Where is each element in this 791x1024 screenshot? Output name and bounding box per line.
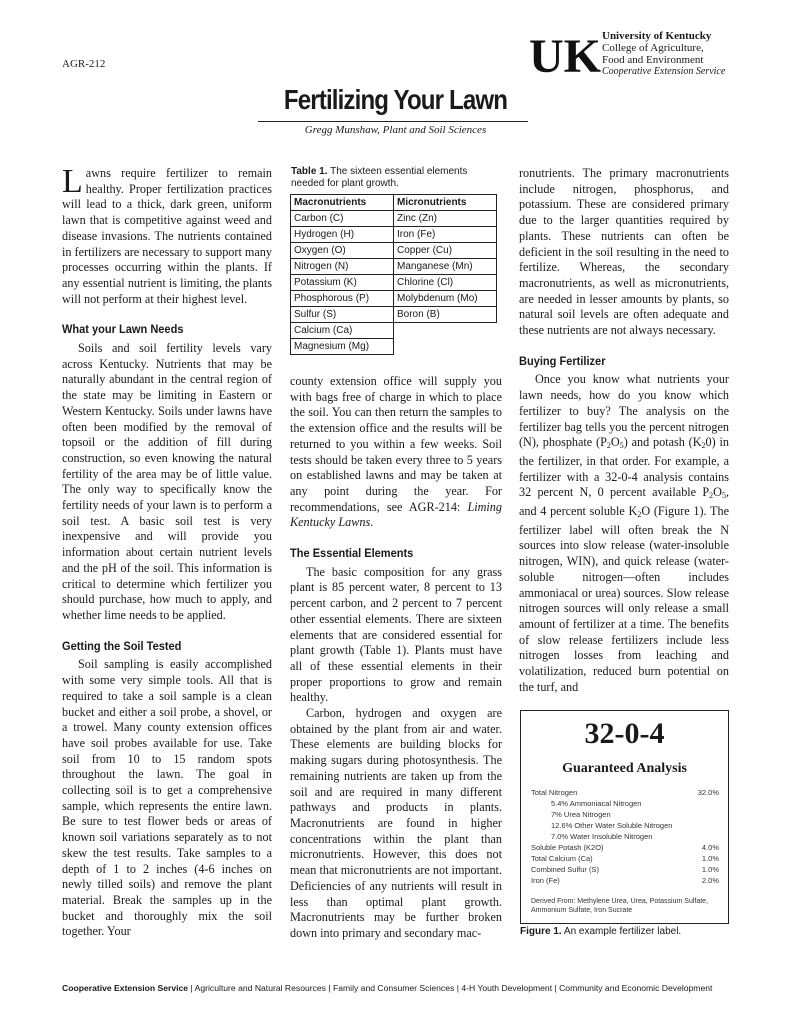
table-cell: Molybdenum (Mo) <box>394 291 497 307</box>
table-cell: Chlorine (Cl) <box>394 275 497 291</box>
table-header-micro: Micronutrients <box>394 195 497 211</box>
column-2 <box>290 374 502 942</box>
table-cell: Oxygen (O) <box>291 243 394 259</box>
title-rule <box>258 121 528 122</box>
table-cell: Zinc (Zn) <box>394 211 497 227</box>
label-row <box>531 809 719 820</box>
label-row <box>531 842 719 853</box>
paragraph-soil-continued <box>290 374 502 531</box>
table-caption <box>291 166 501 190</box>
paragraph-buying-fertilizer <box>519 372 729 695</box>
table-cell: Sulfur (S) <box>291 307 394 323</box>
extension-service: Cooperative Extension Service <box>602 66 726 77</box>
table-cell: Hydrogen (H) <box>291 227 394 243</box>
subscript: 5 <box>619 441 624 451</box>
drop-cap: L <box>62 163 83 200</box>
label-row <box>531 831 719 842</box>
table-cell: Manganese (Mn) <box>394 259 497 275</box>
label-heading: Guaranteed Analysis <box>562 761 687 776</box>
table-cell: Boron (B) <box>394 307 497 323</box>
table-cell-empty <box>394 339 497 355</box>
table-cell: Potassium (K) <box>291 275 394 291</box>
college-line-1: College of Agriculture, <box>602 42 704 54</box>
figure-caption-label: Figure 1. <box>520 926 562 937</box>
label-row-value: 1.0% <box>701 865 719 874</box>
intro-paragraph <box>62 163 272 307</box>
label-row-name: Total Nitrogen <box>531 788 578 797</box>
buy-text-f: , and 4 percent soluble K <box>519 485 729 519</box>
table-row <box>291 339 497 355</box>
subscript: 2 <box>709 491 714 501</box>
college-line-2: Food and Environment <box>602 54 704 66</box>
heading-buying-fertilizer: Buying Fertilizer <box>519 353 606 368</box>
paragraph-soil-tested: Soil sampling is easily accomplished with some very simple tools. All that is required to take a soil sample is a clean bucket and either a soil probe, a shovel, or a trowel. Many county extension offices have soil probes available for use. Take soil from 10 to 15 random spots throughout the lawn. The goal in collecting soil is to get a comprehensive sample, which represents the entire lawn. Be sure to test flower beds or areas of known soil variations separately as to not skew the test results. Take samples to a depth of 1 to 2 inches (4-6 inches on newly tilled soils) and remove the plant material. Break the samples up in the bucket and thoroughly mix the soil together. Your <box>62 657 272 939</box>
heading-essential-elements: The Essential Elements <box>290 546 414 561</box>
page-footer <box>62 983 712 993</box>
author-line: Gregg Munshaw, Plant and Soil Sciences <box>304 124 487 136</box>
table-cell: Nitrogen (N) <box>291 259 394 275</box>
label-row <box>531 875 719 886</box>
table-cell-empty <box>394 323 497 339</box>
heading-soil-tested: Getting the Soil Tested <box>62 638 182 653</box>
label-row-value: 1.0% <box>701 854 719 863</box>
column-1 <box>62 163 272 940</box>
label-row-value: 4.0% <box>701 843 719 852</box>
buy-text-b: O <box>610 435 620 450</box>
table-cell: Magnesium (Mg) <box>291 339 394 355</box>
paragraph-essential-2: Carbon, hydrogen and oxygen are obtained by the plant from air and water. These elements are building blocks for making sugars during photosynthesis. The remaining nutrients are taken up from the soil and are required in many different pathways and products in plants. Macronutrients are found in higher concentrations within the plant than micronutrients. However, this does not mean that micronutrients are not important. Deficiencies of any nutrients will result in less than optimal plant growth. Macronutrients may be further broken down into primary and secondary mac- <box>290 706 502 940</box>
label-row <box>531 853 719 864</box>
table-cell: Phosphorous (P) <box>291 291 394 307</box>
table-row <box>291 227 497 243</box>
subscript: 5 <box>721 491 726 501</box>
table-caption-text: The sixteen essential elements needed for plant growth. <box>291 166 468 189</box>
paragraph-macronutrients-continued: ronutrients. The primary macronutrients include nitrogen, phosphorus, and potassium. These are considered primary due to the larger quantities required by plants. These nutrients can often be deficient in the soil resulting in the need to fertilize. Whereas, the secondary macronutrients, as well as micronutrients, are needed in lesser amounts by plants, so natural soil levels are often adequate and these nutrients are not always necessary. <box>519 166 729 338</box>
table-cell: Copper (Cu) <box>394 243 497 259</box>
figure-caption <box>520 926 681 937</box>
reference-title: Liming Kentucky Lawns <box>290 499 502 530</box>
buy-text-d: 0) in the fertilizer, in that order. For example, a fertilizer with a 32-0-4 analysis contains 32 percent N, 0 percent available P <box>519 435 729 500</box>
table-row <box>291 243 497 259</box>
label-row-name: Total Calcium (Ca) <box>531 854 593 863</box>
label-row-name: 7% Urea Nitrogen <box>551 810 611 819</box>
table-caption-label: Table 1. <box>291 166 328 177</box>
label-analysis: 32-0-4 <box>584 717 665 750</box>
table-header-macro: Macronutrients <box>291 195 394 211</box>
label-row-name: 5.4% Ammoniacal Nitrogen <box>551 799 642 808</box>
page-title: Fertilizing Your Lawn <box>283 84 508 115</box>
table-row <box>291 291 497 307</box>
footer-programs: | Agriculture and Natural Resources | Family and Consumer Sciences | 4-H Youth Development | Community and Economic Development <box>188 983 713 993</box>
subscript: 2 <box>637 510 642 520</box>
label-row-name: 7.0% Water Insoluble Nitrogen <box>551 832 653 841</box>
essential-elements-table <box>290 194 497 355</box>
buy-text-a: Once you know what nutrients your lawn needs, how do you know which fertilizer to buy? The analysis on the fertilizer bag tells you the percent nitrogen (N), phosphate (P <box>519 372 729 450</box>
label-rows <box>531 787 719 886</box>
label-row <box>531 864 719 875</box>
table-cell: Calcium (Ca) <box>291 323 394 339</box>
table-row <box>291 323 497 339</box>
heading-lawn-needs: What your Lawn Needs <box>62 322 184 337</box>
fertilizer-label-figure <box>520 710 729 924</box>
uk-logo <box>529 30 601 83</box>
table-cell: Carbon (C) <box>291 211 394 227</box>
paragraph-lawn-needs: Soils and soil fertility levels vary across Kentucky. Nutrients that may be naturally abundant in the central region of the state may be limiting in Eastern or Western Kentucky. Soils under lawns have often been modified by the removal of topsoil or the addition of fill during construction, so even knowing the natural fertility of the area may be of little value. The only way to specifically know the fertility needs of your lawn is to perform a soil test. A basic soil test is very inexpensive and will provide you information about certain nutrient levels and the pH of the soil. This information is critical to determine which fertilizer you should purchase, how much to apply, and whether lime needs to be applied. <box>62 341 272 622</box>
label-row-name: 12.6% Other Water Soluble Nitrogen <box>551 821 673 830</box>
table-row <box>291 275 497 291</box>
column-3 <box>519 166 729 696</box>
label-row <box>531 787 719 798</box>
figure-caption-text: An example fertilizer label. <box>561 926 682 937</box>
table-row <box>291 259 497 275</box>
label-row <box>531 820 719 831</box>
table-row <box>291 307 497 323</box>
subscript: 2 <box>606 441 611 451</box>
university-block <box>602 30 725 78</box>
subscript: 2 <box>701 441 706 451</box>
label-row <box>531 798 719 809</box>
label-derived-from: Derived From: Methylene Urea, Urea, Potassium Sulfate, Ammonium Sulfate, Iron Sucrate <box>531 898 709 914</box>
label-row-value: 32.0% <box>697 788 719 797</box>
buy-text-g: O (Figure 1). The fertilizer label will often break the N sources into slow release (water-insoluble nitrogen, WIN), and quick release (water-soluble nitrogen—often includes ammoniacal or urea) sources. Slow release nitrogen sources will only release a small amount of fertilizer at a time. The benefits of slow release fertilizers include less nitrogen losses from leaching and volatilization, reduced burn potential on the turf, and <box>519 504 730 694</box>
buy-text-e: O <box>713 485 722 500</box>
table-row <box>291 211 497 227</box>
label-row-name: Combined Sulfur (S) <box>531 865 599 874</box>
label-row-value: 2.0% <box>701 876 719 885</box>
label-row-name: Soluble Potash (K2O) <box>531 843 604 852</box>
buy-text-c: ) and potash (K <box>623 435 702 450</box>
label-row-name: Iron (Fe) <box>531 876 560 885</box>
logo-text: UK <box>529 30 601 83</box>
soil-continued-end: . <box>370 515 374 530</box>
table-cell: Iron (Fe) <box>394 227 497 243</box>
publication-code: AGR-212 <box>62 58 106 70</box>
intro-text: awns require fertilizer to remain healthy. Proper fertilization practices will lead to a thick, dark green, uniform lawn that is competitive against weed and disease invasions. The nutrients contained in fertilizers are necessary to support many processes occurring within the plants. If any essential nutrient is limiting, the plants will not perform at their highest level. <box>62 166 272 306</box>
university-name: University of Kentucky <box>602 30 712 42</box>
soil-continued-text: county extension office will supply you with bags free of charge in which to place the soil. You can then return the samples to the extension office and the results will be returned to you within a few weeks. Soil tests should be taken every three to 5 years on established lawns and may be taken at any point during the year. For recommendations, see AGR-214: <box>290 374 502 514</box>
paragraph-essential-1: The basic composition for any grass plant is 85 percent water, 8 percent to 13 percent carbon, and 2 percent to 7 percent other essential elements. There are sixteen elements that are considered essential for plant growth (Table 1). Plants must have all of these essential elements in their proper proportions to grow and remain healthy. <box>290 564 502 705</box>
footer-org: Cooperative Extension Service <box>62 983 189 993</box>
